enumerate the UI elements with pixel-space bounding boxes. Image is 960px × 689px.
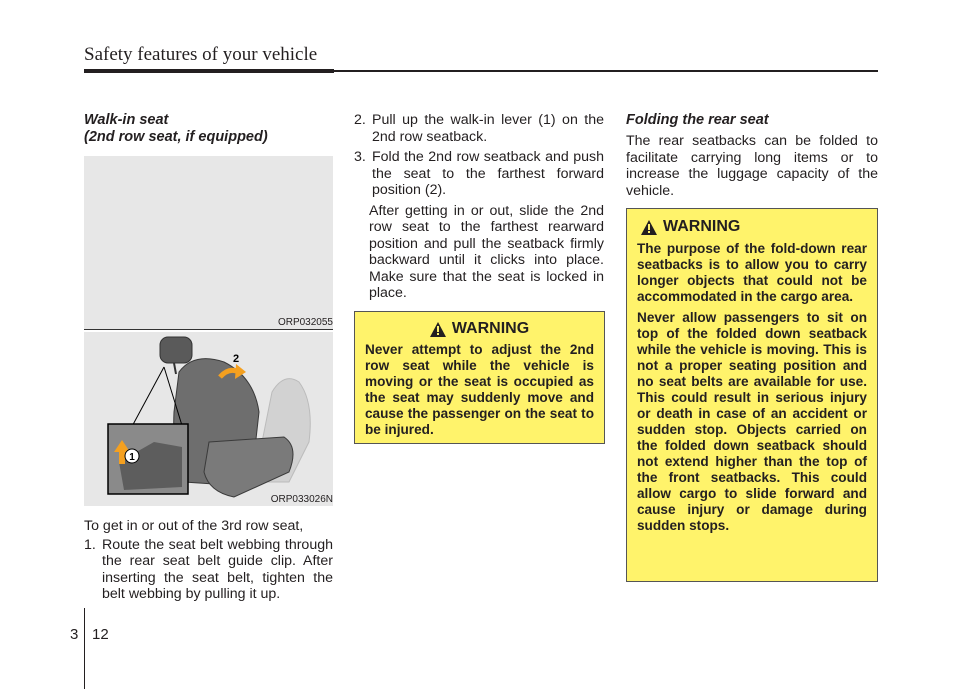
warning-paragraph-1: The purpose of the fold-down rear seatbacks is to allow you to carry longer objects that could not be accommodated in the cargo area. — [637, 241, 867, 304]
figure-code-2: ORP033026N — [270, 494, 333, 505]
callout-2: 2 — [232, 353, 240, 365]
step-2-text: Pull up the walk-in lever (1) on the 2nd row seatback. — [372, 112, 604, 145]
step-1 — [84, 537, 333, 603]
intro-text: To get in or out of the 3rd row seat, — [84, 518, 304, 534]
step-3-text: Fold the 2nd row seatback and push the seat to the farthest forward position (2). — [372, 149, 604, 198]
warning-box-folding — [626, 208, 878, 582]
step-1-text: Route the seat belt webbing through the rear seat belt guide clip. After inserting the seat belt, tighten the belt webbing by pulling it up. — [102, 536, 333, 602]
figure-code-1: ORP032055 — [277, 317, 333, 328]
walk-in-lever-illustration — [84, 332, 333, 506]
step-1-number: 1. — [84, 536, 96, 553]
footer-divider — [84, 608, 85, 689]
left-body-text — [84, 518, 333, 603]
folding-rear-seat-heading: Folding the rear seat — [626, 112, 769, 128]
step-2 — [354, 112, 604, 145]
warning-icon — [430, 322, 446, 337]
page-number: 12 — [92, 626, 109, 643]
section-header-title: Safety features of your vehicle — [84, 44, 318, 65]
after-text: After getting in or out, slide the 2nd row seat to the farthest rearward position and pull the seatback firmly backward until it clicks into place. Make sure that the seat is locked in place. — [369, 202, 604, 301]
warning-text: Never attempt to adjust the 2nd row seat while the vehicle is moving or the seat is occupied as the seat may suddenly move and cause the passenger on the seat to be injured. — [365, 342, 594, 437]
header-rule — [84, 69, 334, 73]
heading-line-2: (2nd row seat, if equipped) — [84, 129, 268, 145]
step-2-number: 2. — [354, 112, 366, 128]
step-3-number: 3. — [354, 149, 366, 165]
warning-title-text: WARNING — [663, 218, 741, 235]
step-3 — [354, 149, 604, 199]
warning-title-text: WARNING — [451, 320, 530, 337]
right-body-text — [626, 112, 878, 199]
chapter-number: 3 — [70, 626, 79, 643]
warning-paragraph-2: Never allow passengers to sit on top of the folded down seatback while the vehicle is moving. This is not a proper seating position and no seat belts are available for use. This could result in serious injury or death in case of an accident or sudden stop. Objects carried on the folded down seatback should not extend higher than the top of the front seatbacks. This could allow cargo to slide forward and cause injury or damage during sudden stops. — [637, 310, 867, 533]
warning-title — [637, 218, 867, 236]
heading-line-1: Walk-in seat — [84, 112, 169, 128]
callout-1: 1 — [129, 452, 135, 463]
seatbelt-guide-illustration — [84, 156, 333, 329]
walk-in-seat-heading — [84, 112, 333, 146]
warning-title — [365, 320, 594, 338]
folding-intro-text: The rear seatbacks can be folded to facilitate carrying long items or to increase the luggage capacity of the vehicle. — [626, 133, 878, 199]
warning-box-walk-in — [354, 311, 605, 444]
figure-divider — [84, 329, 333, 330]
seat-drawing — [84, 332, 333, 506]
warning-icon — [641, 220, 657, 235]
middle-body-text — [354, 112, 604, 302]
header-rule-thin — [334, 70, 878, 72]
